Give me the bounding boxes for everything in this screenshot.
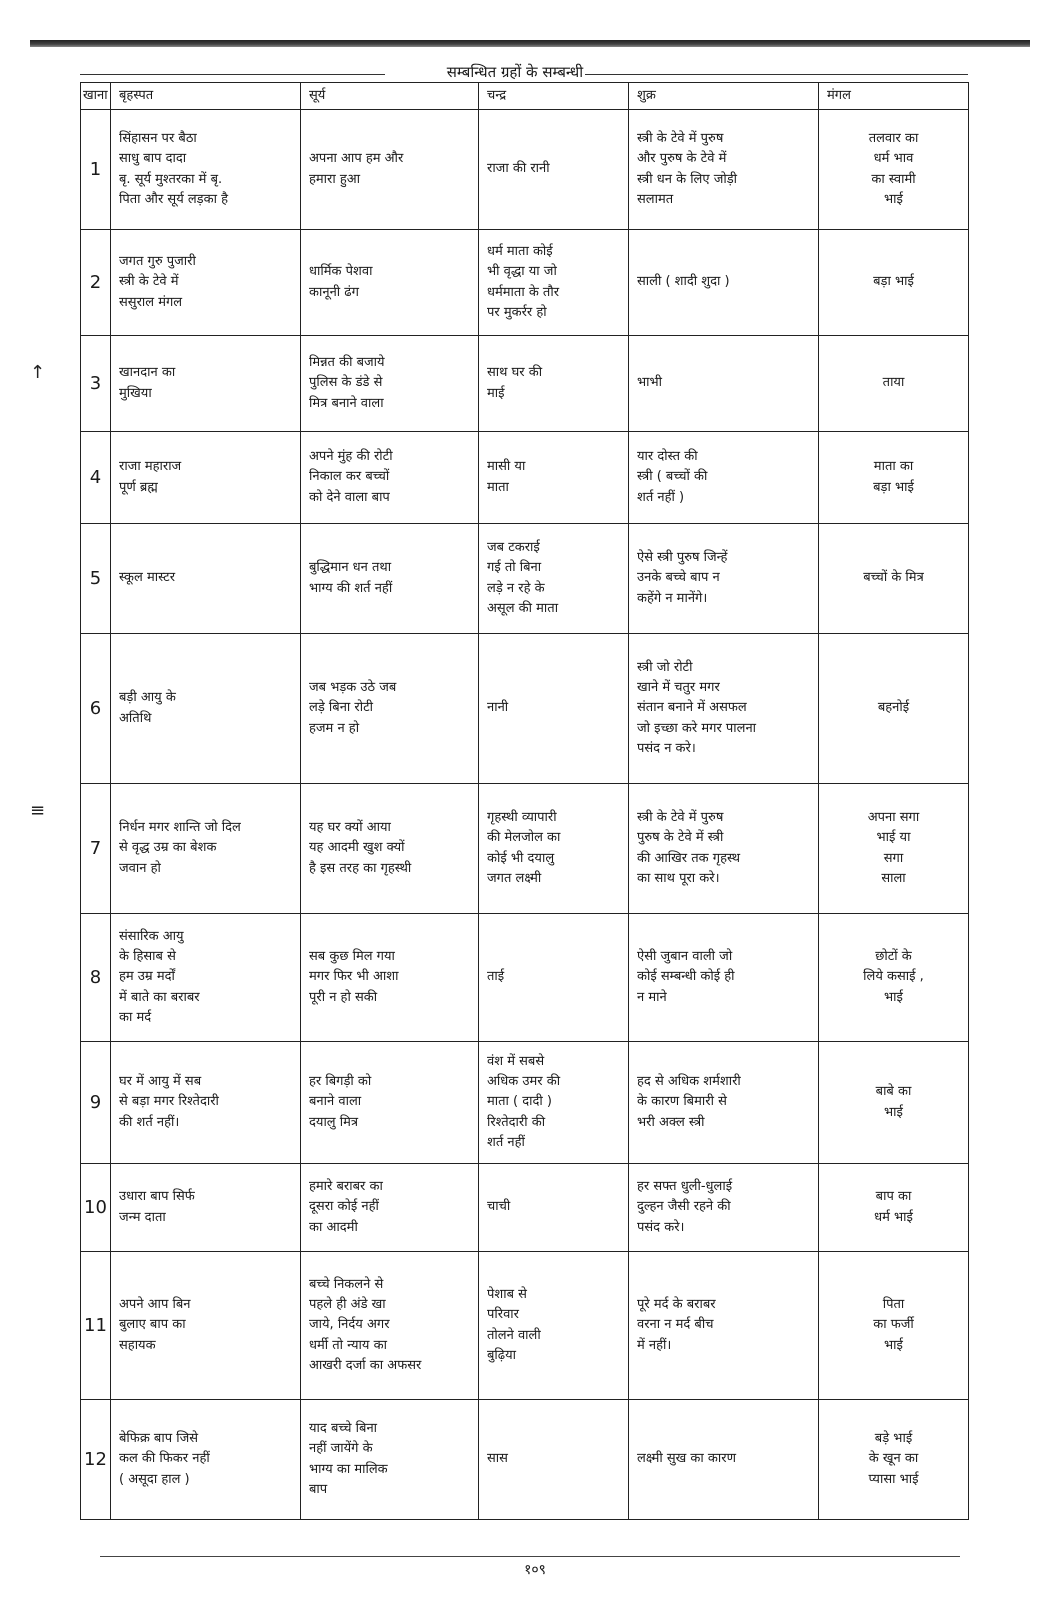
venus-cell bbox=[629, 432, 819, 524]
moon-cell-text: पेशाब से परिवार तोलने वाली बुढ़िया bbox=[487, 1287, 541, 1363]
jupiter-cell-text: सिंहासन पर बैठा साधु बाप दादा बृ. सूर्य मुश्तरका में बृ. पिता और सूर्य लड़का है bbox=[119, 131, 229, 207]
jupiter-cell bbox=[111, 1164, 301, 1252]
mars-cell bbox=[819, 634, 969, 784]
venus-cell bbox=[629, 336, 819, 432]
moon-cell-text: राजा की रानी bbox=[487, 161, 550, 177]
moon-cell bbox=[479, 634, 629, 784]
page-number: १०९ bbox=[524, 1562, 546, 1578]
jupiter-cell bbox=[111, 1400, 301, 1520]
jupiter-cell bbox=[111, 1252, 301, 1400]
sun-cell bbox=[301, 336, 479, 432]
moon-cell bbox=[479, 110, 629, 230]
jupiter-cell bbox=[111, 110, 301, 230]
col-header-mars: मंगल bbox=[819, 83, 969, 110]
mars-cell bbox=[819, 110, 969, 230]
jupiter-cell bbox=[111, 1042, 301, 1164]
mars-cell-text: बहनोई bbox=[877, 700, 910, 716]
table-row bbox=[81, 784, 969, 914]
moon-cell-text: चाची bbox=[487, 1199, 511, 1215]
jupiter-cell-text: राजा महाराज पूर्ण ब्रह्म bbox=[119, 459, 182, 495]
moon-cell bbox=[479, 784, 629, 914]
sun-cell bbox=[301, 230, 479, 336]
house-number: 10 bbox=[81, 1164, 111, 1252]
venus-cell bbox=[629, 524, 819, 634]
moon-cell-text: मासी या माता bbox=[487, 459, 526, 495]
moon-cell-text: गृहस्थी व्यापारी की मेलजोल का कोई भी दयालु जगत लक्ष्मी bbox=[487, 810, 561, 886]
moon-cell bbox=[479, 336, 629, 432]
mars-cell bbox=[819, 230, 969, 336]
col-header-venus: शुक्र bbox=[629, 83, 819, 110]
sun-cell bbox=[301, 1252, 479, 1400]
moon-cell-text: सास bbox=[487, 1451, 508, 1467]
arrow-up-mark-icon: ↑ bbox=[30, 362, 46, 383]
sun-cell-text: अपना आप हम और हमारा हुआ bbox=[309, 151, 404, 187]
table-row bbox=[81, 230, 969, 336]
table-row bbox=[81, 1042, 969, 1164]
venus-cell-text: ऐसे स्त्री पुरुष जिन्हें उनके बच्चे बाप न कहेंगे न मानेंगे। bbox=[637, 550, 728, 606]
mars-cell-text: बाबे का भाई bbox=[875, 1084, 912, 1120]
table-row bbox=[81, 110, 969, 230]
moon-cell bbox=[479, 524, 629, 634]
jupiter-cell-text: अपने आप बिन बुलाए बाप का सहायक bbox=[119, 1297, 191, 1353]
jupiter-cell-text: बड़ी आयु के अतिथि bbox=[119, 690, 176, 726]
sun-cell-text: हमारे बराबर का दूसरा कोई नहीं का आदमी bbox=[309, 1179, 383, 1235]
house-number: 4 bbox=[81, 432, 111, 524]
venus-cell-text: पूरे मर्द के बराबर वरना न मर्द बीच में नहीं। bbox=[637, 1297, 716, 1353]
house-number: 12 bbox=[81, 1400, 111, 1520]
moon-cell-text: धर्म माता कोई भी वृद्धा या जो धर्ममाता के तौर पर मुकर्रर हो bbox=[487, 244, 560, 320]
bottom-rule bbox=[100, 1556, 960, 1557]
sun-cell bbox=[301, 1042, 479, 1164]
moon-cell-text: ताई bbox=[487, 969, 505, 985]
moon-cell bbox=[479, 230, 629, 336]
sun-cell-text: हर बिगड़ी को बनाने वाला दयालु मित्र bbox=[309, 1074, 372, 1130]
mars-cell bbox=[819, 1164, 969, 1252]
house-number: 5 bbox=[81, 524, 111, 634]
table-row bbox=[81, 1164, 969, 1252]
mars-cell-text: बड़ा भाई bbox=[873, 274, 914, 290]
venus-cell bbox=[629, 230, 819, 336]
moon-cell bbox=[479, 914, 629, 1042]
mars-cell bbox=[819, 432, 969, 524]
mars-cell bbox=[819, 1042, 969, 1164]
table-row bbox=[81, 336, 969, 432]
moon-cell-text: नानी bbox=[487, 700, 509, 716]
jupiter-cell-text: घर में आयु में सब से बड़ा मगर रिश्तेदारी की शर्त नहीं। bbox=[119, 1074, 219, 1130]
moon-cell bbox=[479, 1164, 629, 1252]
sun-cell bbox=[301, 634, 479, 784]
mars-cell-text: तलवार का धर्म भाव का स्वामी भाई bbox=[868, 131, 919, 207]
sun-cell-text: यह घर क्यों आया यह आदमी खुश क्यों है इस तरह का गृहस्थी bbox=[309, 820, 412, 876]
sun-cell bbox=[301, 784, 479, 914]
house-number: 9 bbox=[81, 1042, 111, 1164]
jupiter-cell-text: निर्धन मगर शान्ति जो दिल से वृद्ध उम्र का बेशक जवान हो bbox=[119, 820, 241, 876]
sun-cell-text: बच्चे निकलने से पहले ही अंडे खा जाये, निर्दय अगर धर्मी तो न्याय का आखरी दर्जा का अफसर bbox=[309, 1277, 422, 1373]
venus-cell bbox=[629, 634, 819, 784]
moon-cell-text: जब टकराई गई तो बिना लड़े न रहे के असूल की माता bbox=[487, 540, 559, 616]
venus-cell-text: लक्ष्मी सुख का कारण bbox=[637, 1451, 736, 1467]
sun-cell-text: सब कुछ मिल गया मगर फिर भी आशा पूरी न हो सकी bbox=[309, 949, 399, 1005]
scan-top-border bbox=[30, 40, 1030, 47]
jupiter-cell-text: स्कूल मास्टर bbox=[119, 570, 176, 586]
venus-cell-text: स्त्री जो रोटी खाने में चतुर मगर संतान बनाने में असफल जो इच्छा करे मगर पालना पसंद न करे। bbox=[637, 660, 757, 756]
house-number: 2 bbox=[81, 230, 111, 336]
sun-cell-text: जब भड़क उठे जब लड़े बिना रोटी हजम न हो bbox=[309, 680, 397, 736]
house-number: 11 bbox=[81, 1252, 111, 1400]
mars-cell bbox=[819, 784, 969, 914]
venus-cell bbox=[629, 110, 819, 230]
mars-cell-text: बड़े भाई के खून का प्यासा भाई bbox=[868, 1431, 919, 1487]
table-row bbox=[81, 432, 969, 524]
sun-cell bbox=[301, 524, 479, 634]
sun-cell-text: मिन्नत की बजाये पुलिस के डंडे से मित्र बनाने वाला bbox=[309, 355, 385, 411]
table-row bbox=[81, 1252, 969, 1400]
mars-cell bbox=[819, 1400, 969, 1520]
venus-cell bbox=[629, 914, 819, 1042]
moon-cell bbox=[479, 1252, 629, 1400]
venus-cell-text: हद से अधिक शर्मशारी के कारण बिमारी से भरी अक्ल स्त्री bbox=[637, 1074, 741, 1130]
table-header-row bbox=[81, 83, 969, 110]
relatives-table bbox=[80, 82, 969, 1520]
mars-cell-text: ताया bbox=[882, 375, 905, 391]
margin-tick-icon: ≡ bbox=[30, 800, 46, 821]
sun-cell bbox=[301, 1164, 479, 1252]
house-number: 7 bbox=[81, 784, 111, 914]
house-number: 3 bbox=[81, 336, 111, 432]
col-header-jupiter: बृहस्पत bbox=[111, 83, 301, 110]
moon-cell bbox=[479, 432, 629, 524]
venus-cell-text: स्त्री के टेवे में पुरुष पुरुष के टेवे में स्त्री की आखिर तक गृहस्थ का साथ पूरा करे। bbox=[637, 810, 741, 886]
mars-cell-text: बाप का धर्म भाई bbox=[874, 1189, 913, 1225]
venus-cell-text: यार दोस्त की स्त्री ( बच्चों की शर्त नहीं ) bbox=[637, 449, 708, 505]
title-rule-left bbox=[80, 74, 385, 75]
table-row bbox=[81, 524, 969, 634]
mars-cell bbox=[819, 524, 969, 634]
venus-cell-text: ऐसी जुबान वाली जो कोई सम्बन्धी कोई ही न माने bbox=[637, 949, 735, 1005]
mars-cell-text: माता का बड़ा भाई bbox=[873, 459, 914, 495]
mars-cell-text: छोटों के लिये कसाई , भाई bbox=[863, 949, 924, 1005]
jupiter-cell bbox=[111, 784, 301, 914]
venus-cell bbox=[629, 1400, 819, 1520]
mars-cell-text: बच्चों के मित्र bbox=[863, 570, 924, 586]
venus-cell bbox=[629, 1252, 819, 1400]
venus-cell bbox=[629, 1042, 819, 1164]
moon-cell-text: वंश में सबसे अधिक उमर की माता ( दादी ) रिश्तेदारी की शर्त नहीं bbox=[487, 1054, 561, 1150]
col-header-house: खाना bbox=[81, 83, 111, 110]
house-number: 6 bbox=[81, 634, 111, 784]
jupiter-cell bbox=[111, 336, 301, 432]
jupiter-cell-text: संसारिक आयु के हिसाब से हम उम्र मर्दों में बाते का बराबर का मर्द bbox=[119, 929, 200, 1025]
sun-cell-text: अपने मुंह की रोटी निकाल कर बच्चों को देने वाला बाप bbox=[309, 449, 393, 505]
venus-cell bbox=[629, 784, 819, 914]
title-rule-right bbox=[585, 74, 968, 75]
sun-cell bbox=[301, 432, 479, 524]
venus-cell-text: भाभी bbox=[637, 375, 663, 391]
col-header-moon: चन्द्र bbox=[479, 83, 629, 110]
jupiter-cell bbox=[111, 914, 301, 1042]
sun-cell-text: धार्मिक पेशवा कानूनी ढंग bbox=[309, 264, 373, 300]
jupiter-cell-text: उधारा बाप सिर्फ जन्म दाता bbox=[119, 1189, 195, 1225]
jupiter-cell bbox=[111, 634, 301, 784]
mars-cell bbox=[819, 914, 969, 1042]
jupiter-cell-text: खानदान का मुखिया bbox=[119, 365, 176, 401]
jupiter-cell bbox=[111, 230, 301, 336]
table-row bbox=[81, 914, 969, 1042]
mars-cell bbox=[819, 1252, 969, 1400]
venus-cell bbox=[629, 1164, 819, 1252]
venus-cell-text: स्त्री के टेवे में पुरुष और पुरुष के टेवे में स्त्री धन के लिए जोड़ी सलामत bbox=[637, 131, 738, 207]
house-number: 1 bbox=[81, 110, 111, 230]
sun-cell-text: बुद्धिमान धन तथा भाग्य की शर्त नहीं bbox=[309, 560, 393, 596]
jupiter-cell-text: बेफिक्र बाप जिसे कल की फिकर नहीं ( असूदा हाल ) bbox=[119, 1431, 210, 1487]
venus-cell-text: साली ( शादी शुदा ) bbox=[637, 274, 730, 290]
mars-cell bbox=[819, 336, 969, 432]
moon-cell bbox=[479, 1400, 629, 1520]
jupiter-cell-text: जगत गुरु पुजारी स्त्री के टेवे में ससुराल मंगल bbox=[119, 254, 196, 310]
sun-cell-text: याद बच्चे बिना नहीं जायेंगे के भाग्य का मालिक बाप bbox=[309, 1421, 388, 1497]
sun-cell bbox=[301, 1400, 479, 1520]
moon-cell-text: साथ घर की माई bbox=[487, 365, 543, 401]
mars-cell-text: अपना सगा भाई या सगा साला bbox=[867, 810, 920, 886]
moon-cell bbox=[479, 1042, 629, 1164]
jupiter-cell bbox=[111, 432, 301, 524]
table-row bbox=[81, 634, 969, 784]
col-header-sun: सूर्य bbox=[301, 83, 479, 110]
sun-cell bbox=[301, 110, 479, 230]
mars-cell-text: पिता का फर्जी भाई bbox=[873, 1297, 914, 1353]
jupiter-cell bbox=[111, 524, 301, 634]
sun-cell bbox=[301, 914, 479, 1042]
venus-cell-text: हर सफ्त धुली-धुलाई दुल्हन जैसी रहने की पसंद करे। bbox=[637, 1179, 733, 1235]
house-number: 8 bbox=[81, 914, 111, 1042]
page-title: सम्बन्धित ग्रहों के सम्बन्धी bbox=[446, 63, 584, 81]
table-row bbox=[81, 1400, 969, 1520]
